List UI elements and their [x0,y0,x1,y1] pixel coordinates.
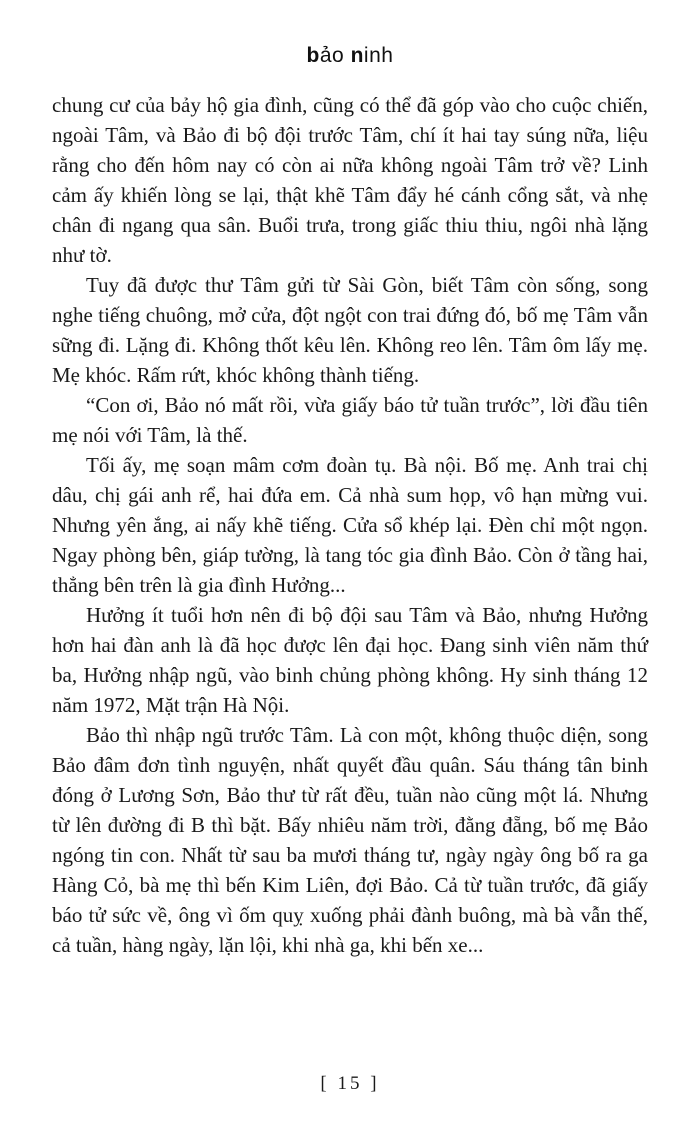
paragraph: chung cư của bảy hộ gia đình, cũng có thể đã góp vào cho cuộc chiến, ngoài Tâm, và Bảo đi bộ đội trước Tâm, chí ít hai tay súng nữa, liệu rằng cho đến hôm nay có còn ai nữa không ngoài Tâm trở về? Linh cảm ấy khiến lòng se lại, thật khẽ Tâm đẩy hé cánh cổng sắt, và nhẹ chân đi ngang qua sân. Buổi trưa, trong giấc thiu thiu, ngôi nhà lặng như tờ. [52,93,648,267]
running-header [0,44,700,68]
paragraph: Tuy đã được thư Tâm gửi từ Sài Gòn, biết Tâm còn sống, song nghe tiếng chuông, mở cửa, đột ngột con trai đứng đó, bố mẹ Tâm vẫn sững đi. Lặng đi. Không thốt kêu lên. Không reo lên. Tâm ôm lấy mẹ. Mẹ khóc. Rấm rứt, khóc không thành tiếng. [52,273,648,387]
author-name-initial-2: n [350,44,364,67]
paragraph: Bảo thì nhập ngũ trước Tâm. Là con một, không thuộc diện, song Bảo đâm đơn tình nguyện, nhất quyết đầu quân. Sáu tháng tân binh đóng ở Lương Sơn, Bảo thư từ rất đều, tuần nào cũng một lá. Nhưng từ lên đường đi B thì bặt. Bấy nhiêu năm trời, đằng đẵng, bố mẹ Bảo ngóng tin con. Nhất từ sau ba mươi tháng tư, ngày ngày ông bố ra ga Hàng Cỏ, bà mẹ thì bến Kim Liên, đợi Bảo. Cả từ tuần trước, đã giấy báo tử sức về, ông vì ốm quỵ xuống phải đành buông, mà bà vẫn thế, cả tuần, hàng ngày, lặn lội, khi nhà ga, khi bến xe... [52,723,648,957]
paragraph: Hưởng ít tuổi hơn nên đi bộ đội sau Tâm và Bảo, nhưng Hưởng hơn hai đàn anh là đã học được lên đại học. Đang sinh viên năm thứ ba, Hưởng nhập ngũ, vào binh chủng phòng không. Hy sinh tháng 12 năm 1972, Mặt trận Hà Nội. [52,603,648,717]
author-name-rest-2: inh [363,44,394,67]
paragraph: “Con ơi, Bảo nó mất rồi, vừa giấy báo tử tuần trước”, lời đầu tiên mẹ nói với Tâm, là thế. [52,393,648,447]
paragraph: Tối ấy, mẹ soạn mâm cơm đoàn tụ. Bà nội. Bố mẹ. Anh trai chị dâu, chị gái anh rể, hai đứa em. Cả nhà sum họp, vô hạn mừng vui. Nhưng yên ắng, ai nấy khẽ tiếng. Cửa sổ khép lại. Đèn chỉ một ngọn. Ngay phòng bên, giáp tường, là tang tóc gia đình Bảo. Còn ở tầng hai, thẳng bên trên là gia đình Hưởng... [52,453,648,597]
author-name-rest-1: ảo [319,44,351,67]
author-name-initial-1: b [306,44,320,67]
page-number: [ 15 ] [320,1073,380,1094]
body-text [52,90,648,960]
